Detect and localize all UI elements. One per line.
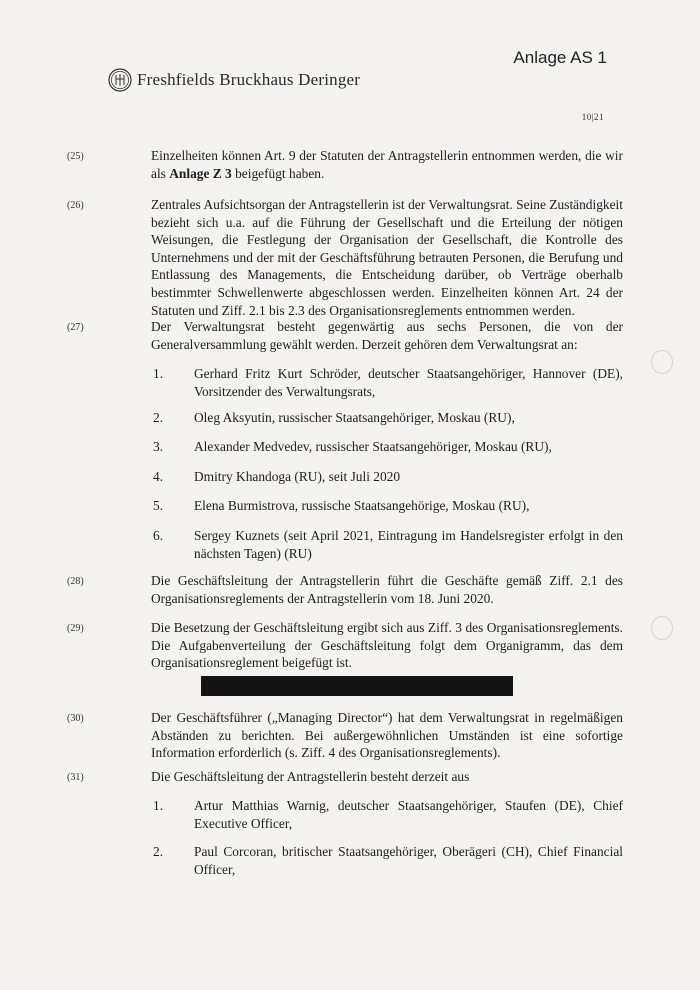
paragraph-number: (26) <box>67 200 84 211</box>
redaction-bar <box>201 676 513 696</box>
list-item-text: Oleg Aksyutin, russischer Staatsangehöriger, Moskau (RU), <box>194 410 515 425</box>
firm-logo <box>108 68 360 92</box>
firm-seal-icon <box>108 68 132 92</box>
list-item-text: Gerhard Fritz Kurt Schröder, deutscher Staatsangehöriger, Hannover (DE), Vorsitzender des Verwaltungsrats, <box>194 366 623 399</box>
list-item-number: 4. <box>153 469 164 484</box>
paragraph-number: (28) <box>67 576 84 587</box>
list-item-number: 6. <box>153 528 164 543</box>
annex-label: Anlage AS 1 <box>513 48 607 67</box>
list-item-text: Elena Burmistrova, russische Staatsangehörige, Moskau (RU), <box>194 498 530 513</box>
paragraph-text: Der Verwaltungsrat besteht gegenwärtig aus sechs Personen, die von der Generalversammlung gewählt werden. Derzeit gehören dem Verwaltungsrat an: <box>151 319 623 352</box>
list-item-number: 5. <box>153 498 164 513</box>
paragraph-number: (27) <box>67 322 84 333</box>
list-item-text: Paul Corcoran, britischer Staatsangehöriger, Oberägeri (CH), Chief Financial Officer, <box>194 844 623 877</box>
paragraph-number: (25) <box>67 151 84 162</box>
page-number: 10|21 <box>581 112 604 122</box>
paragraph-number: (29) <box>67 623 84 634</box>
paragraph-number: (31) <box>67 772 84 783</box>
list-item-text: Dmitry Khandoga (RU), seit Juli 2020 <box>194 469 401 484</box>
list-item-number: 1. <box>153 798 164 813</box>
paragraph-text: Die Geschäftsleitung der Antragstellerin führt die Geschäfte gemäß Ziff. 2.1 des Organisationsreglements der Antragstellerin vom 18. Juni 2020. <box>151 573 623 606</box>
punch-hole <box>651 616 673 640</box>
paragraph-text: Die Geschäftsleitung der Antragstellerin besteht derzeit aus <box>151 769 470 784</box>
paragraph-text: Einzelheiten können Art. 9 der Statuten der Antragstellerin entnommen werden, die wir als Anlage Z 3 beigefügt haben. <box>151 148 623 181</box>
list-item-text: Sergey Kuznets (seit April 2021, Eintragung im Handelsregister erfolgt in den nächsten Tagen) (RU) <box>194 528 623 561</box>
list-item-number: 2. <box>153 844 164 859</box>
punch-hole <box>651 350 673 374</box>
paragraph-text: Der Geschäftsführer („Managing Director“) hat dem Verwaltungsrat in regelmäßigen Abständen zu berichten. Bei außergewöhnlichen Umständen ist eine sofortige Information erforderlich (s. Ziff. 4 des Organisationsreglements). <box>151 710 623 761</box>
list-item-text: Alexander Medvedev, russischer Staatsangehöriger, Moskau (RU), <box>194 439 552 454</box>
list-item-text: Artur Matthias Warnig, deutscher Staatsangehöriger, Staufen (DE), Chief Executive Officer, <box>194 798 623 831</box>
list-item-number: 2. <box>153 410 164 425</box>
paragraph-text: Zentrales Aufsichtsorgan der Antragstellerin ist der Verwaltungsrat. Seine Zuständigkeit bezieht sich u.a. auf die Führung der Gesellschaft und die Erteilung der nötigen Weisungen, die Festlegung der Organisation der Gesellschaft, die Kontrolle des Unternehmens und der mit der Geschäftsführung betrauten Personen, die Berufung und Entlassung des Managements, die Entscheidung darüber, ob Verträge oberhalb bestimmter Schwellenwerte abgeschlossen werden. Einzelheiten können Art. 24 der Statuten und Ziff. 2.1 bis 2.3 des Organisationsreglements entnommen werden. <box>151 197 623 318</box>
list-item-number: 1. <box>153 366 164 381</box>
firm-name: Freshfields Bruckhaus Deringer <box>137 70 361 89</box>
paragraph-text: Die Besetzung der Geschäftsleitung ergibt sich aus Ziff. 3 des Organisationsreglements. Die Aufgabenverteilung der Geschäftsleitung folgt dem Organigramm, das dem Organisationsreglement beigefügt ist. <box>151 620 623 671</box>
list-item-number: 3. <box>153 439 164 454</box>
paragraph-number: (30) <box>67 713 84 724</box>
